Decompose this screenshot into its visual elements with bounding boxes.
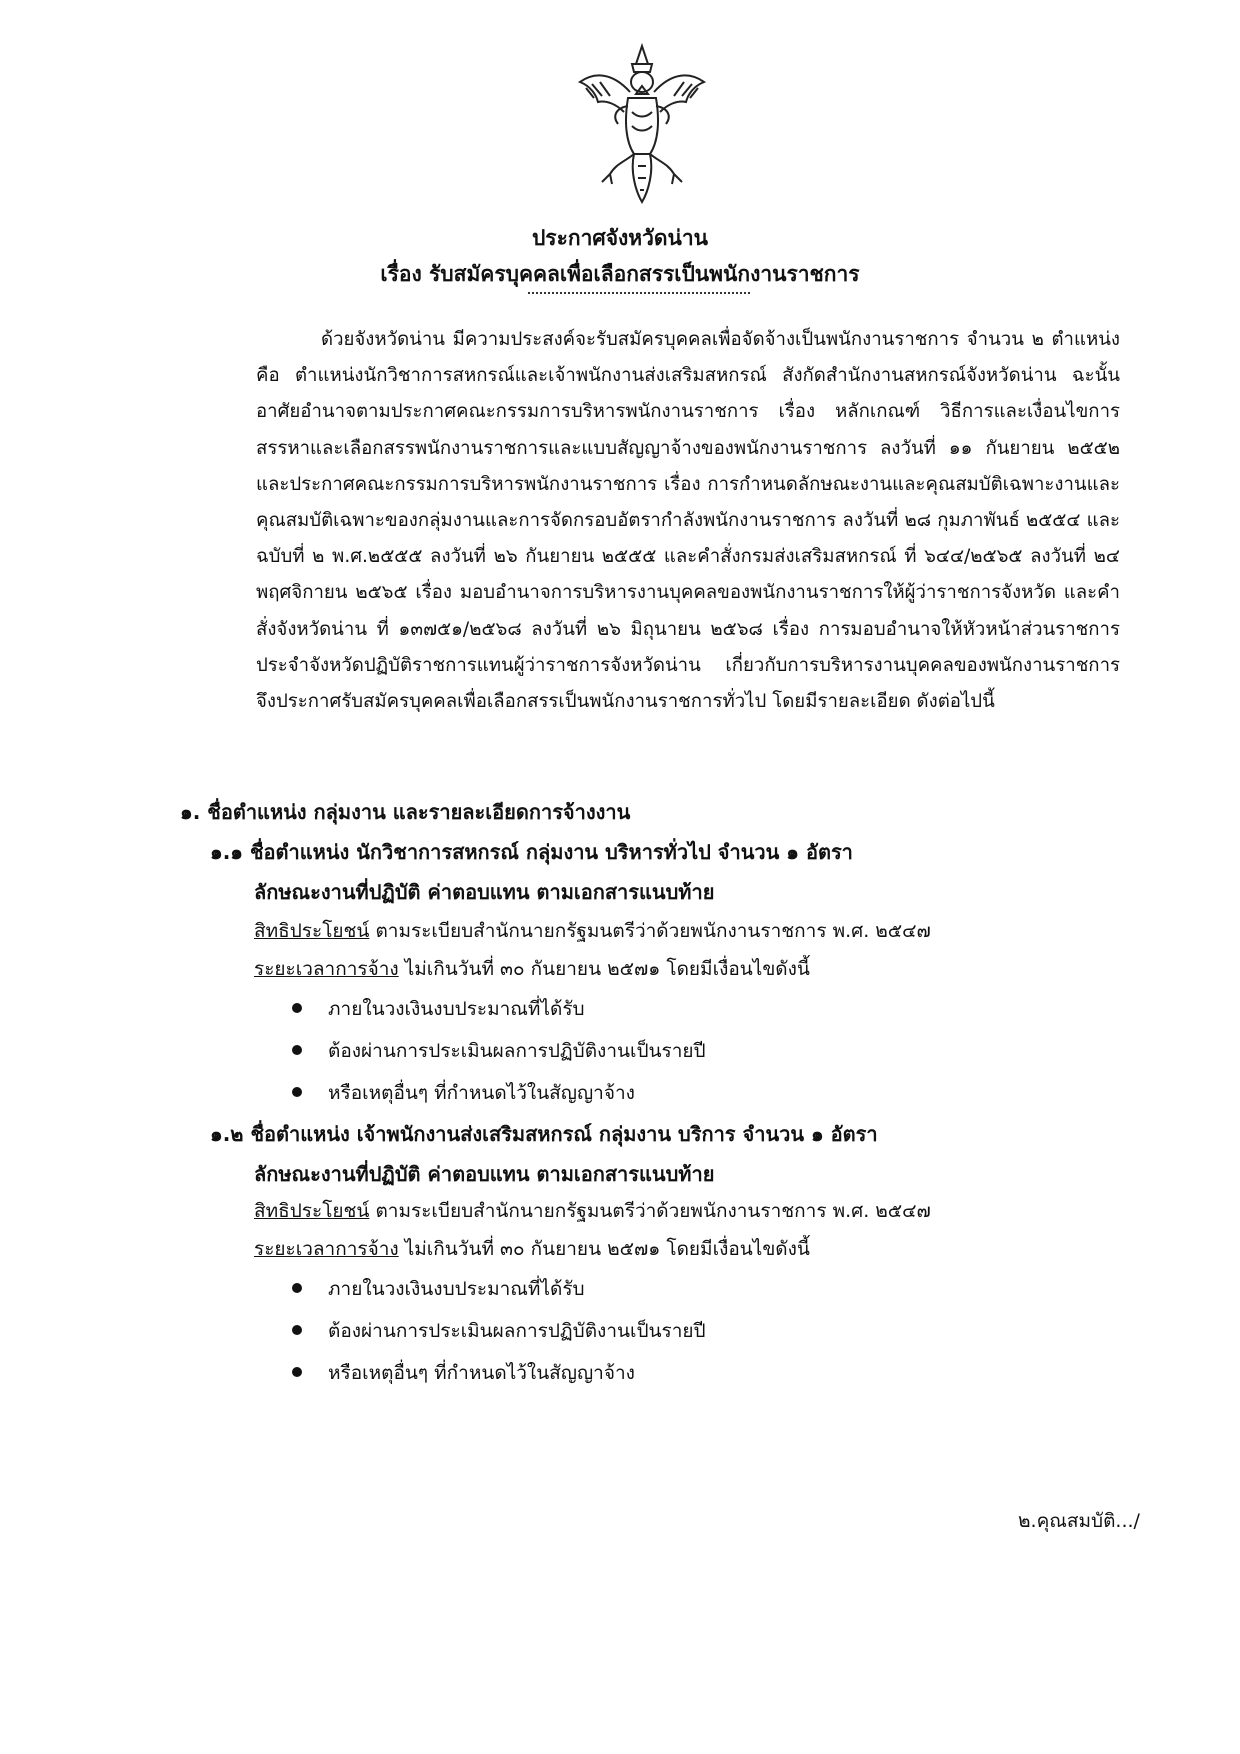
position-1-benefits [254, 916, 931, 946]
period-label: ระยะเวลาการจ้าง [254, 958, 399, 980]
condition-item: ภายในวงเงินงบประมาณที่ได้รับ [328, 998, 585, 1020]
benefit-label: สิทธิประโยชน์ [254, 920, 370, 942]
period-label: ระยะเวลาการจ้าง [254, 1238, 399, 1260]
document-subject: เรื่อง รับสมัครบุคคลเพื่อเลือกสรรเป็นพนักงานราชการ [380, 262, 860, 286]
position-2-duties: ลักษณะงานที่ปฏิบัติ ค่าตอบแทน ตามเอกสารแนบท้าย [254, 1162, 715, 1186]
section-1-heading: ๑. ชื่อตำแหน่ง กลุ่มงาน และรายละเอียดการจ้างงาน [180, 800, 631, 824]
intro-text: ด้วยจังหวัดน่าน มีความประสงค์จะรับสมัครบุคคลเพื่อจัดจ้างเป็นพนักงานราชการ จำนวน ๒ ตำแหน่ง คือ ตำแหน่งนักวิชาการสหกรณ์และเจ้าพนักงานส่งเสริมสหกรณ์ สังกัดสำนักงานสหกรณ์จังหวัดน่าน ฉะนั้นอาศัยอำนาจตามประกาศคณะกรรมการบริหารพนักงานราชการ เรื่อง หลักเกณฑ์ วิธีการและเงื่อนไขการสรรหาและเลือกสรรพนักงานราชการและแบบสัญญาจ้างของพนักงานราชการ ลงวันที่ ๑๑ กันยายน ๒๕๕๒ และประกาศคณะกรรมการบริหารพนักงานราชการ เรื่อง การกำหนดลักษณะงานและคุณสมบัติเฉพาะงานและคุณสมบัติเฉพาะของกลุ่มงานและการจัดกรอบอัตรากำลังพนักงานราชการ ลงวันที่ ๒๘ กุมภาพันธ์ ๒๕๕๔ และฉบับที่ ๒ พ.ศ.๒๕๕๕ ลงวันที่ ๒๖ กันยายน ๒๕๕๕ และคำสั่งกรมส่งเสริมสหกรณ์ ที่ ๖๔๔/๒๕๖๕ ลงวันที่ ๒๔ พฤศจิกายน ๒๕๖๕ เรื่อง มอบอำนาจการบริหารงานบุคคลของพนักงานราชการให้ผู้ว่าราชการจังหวัด และคำสั่งจังหวัดน่าน ที่ ๑๓๗๕๑/๒๕๖๘ ลงวันที่ ๒๖ มิถุนายน ๒๕๖๘ เรื่อง การมอบอำนาจให้หัวหน้าส่วนราชการประจำจังหวัดปฏิบัติราชการแทนผู้ว่าราชการจังหวัดน่าน เกี่ยวกับการบริหารงานบุคคลของพนักงานราชการ จึงประกาศรับสมัครบุคคลเพื่อเลือกสรรเป็นพนักงานราชการทั่วไป โดยมีรายละเอียด ดังต่อไปนี้ [256, 329, 1120, 713]
benefit-label: สิทธิประโยชน์ [254, 1200, 370, 1222]
intro-paragraph [256, 322, 1120, 720]
bullet-icon [292, 1087, 302, 1097]
condition-item: หรือเหตุอื่นๆ ที่กำหนดไว้ในสัญญาจ้าง [328, 1082, 635, 1104]
benefit-text: ตามระเบียบสำนักนายกรัฐมนตรีว่าด้วยพนักงานราชการ พ.ศ. ๒๕๔๗ [369, 1200, 931, 1222]
benefit-text: ตามระเบียบสำนักนายกรัฐมนตรีว่าด้วยพนักงานราชการ พ.ศ. ๒๕๔๗ [369, 920, 931, 942]
bullet-icon [292, 1367, 302, 1377]
condition-item: ภายในวงเงินงบประมาณที่ได้รับ [328, 1278, 585, 1300]
bullet-icon [292, 1283, 302, 1293]
position-2-period [254, 1234, 810, 1264]
bullet-icon [292, 1003, 302, 1013]
garuda-emblem-icon [572, 42, 712, 212]
position-2-title: ๑.๒ ชื่อตำแหน่ง เจ้าพนักงานส่งเสริมสหกรณ์ กลุ่มงาน บริการ จำนวน ๑ อัตรา [210, 1122, 878, 1146]
period-text: ไม่เกินวันที่ ๓๐ กันยายน ๒๕๗๑ โดยมีเงื่อนไขดังนี้ [398, 1238, 810, 1260]
condition-item: ต้องผ่านการประเมินผลการปฏิบัติงานเป็นรายปี [328, 1040, 706, 1062]
bullet-icon [292, 1325, 302, 1335]
condition-item: ต้องผ่านการประเมินผลการปฏิบัติงานเป็นรายปี [328, 1320, 706, 1342]
condition-item: หรือเหตุอื่นๆ ที่กำหนดไว้ในสัญญาจ้าง [328, 1362, 635, 1384]
bullet-icon [292, 1045, 302, 1055]
period-text: ไม่เกินวันที่ ๓๐ กันยายน ๒๕๗๑ โดยมีเงื่อนไขดังนี้ [398, 958, 810, 980]
document-title: ประกาศจังหวัดน่าน [531, 226, 709, 250]
position-1-duties: ลักษณะงานที่ปฏิบัติ ค่าตอบแทน ตามเอกสารแนบท้าย [254, 880, 715, 904]
continuation-note: ๒.คุณสมบัติ.../ [1018, 1510, 1140, 1532]
title-dotted-divider [528, 292, 750, 294]
position-2-benefits [254, 1196, 931, 1226]
position-1-period [254, 954, 810, 984]
position-1-title: ๑.๑ ชื่อตำแหน่ง นักวิชาการสหกรณ์ กลุ่มงาน บริหารทั่วไป จำนวน ๑ อัตรา [210, 840, 853, 864]
